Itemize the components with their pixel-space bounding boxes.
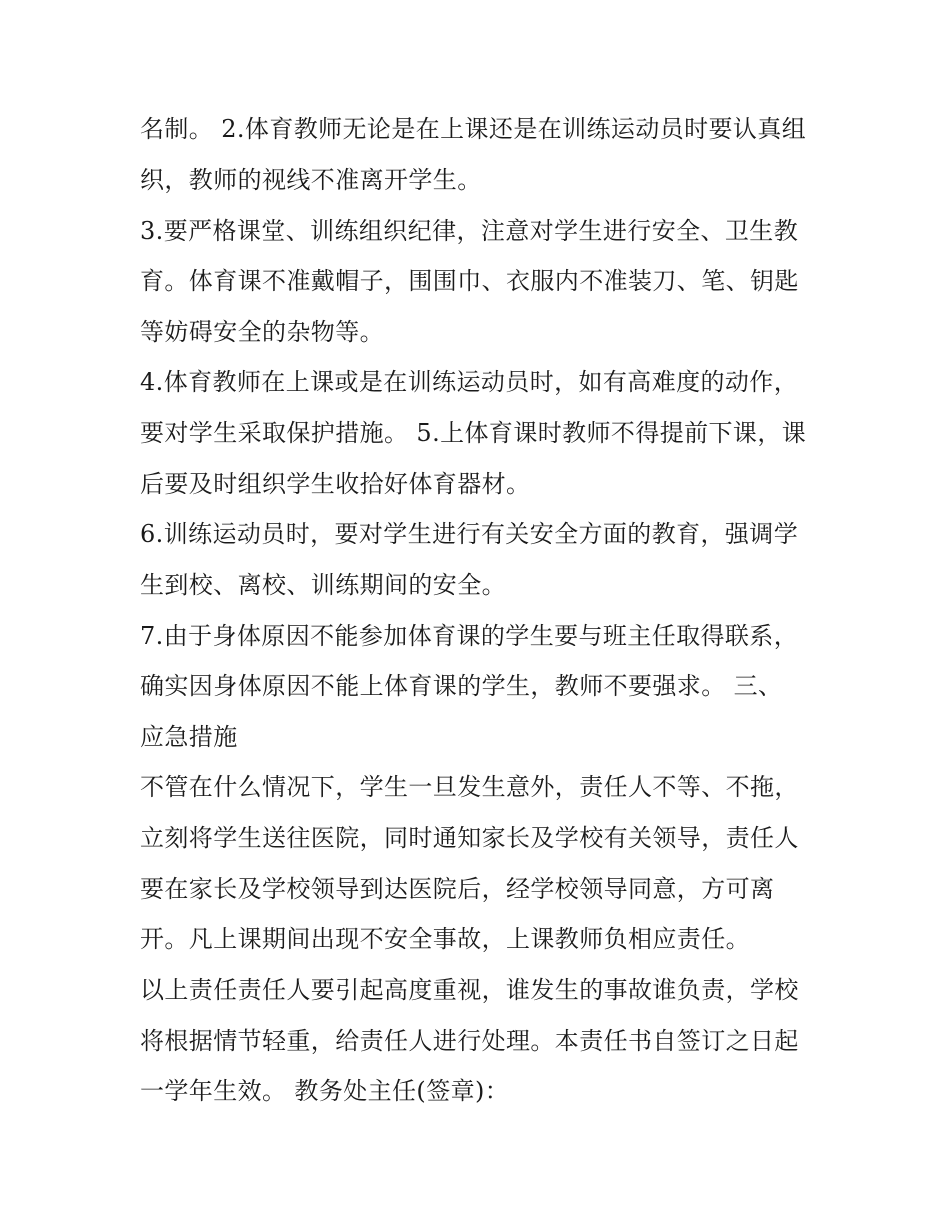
text-line: 3.要严格课堂、训练组织纪律，注意对学生进行安全、卫生教 — [140, 217, 799, 245]
text-line: 等妨碍安全的杂物等。 — [140, 318, 384, 346]
text-line: 6.训练运动员时，要对学生进行有关安全方面的教育，强调学 — [140, 520, 799, 548]
text-line: 生到校、离校、训练期间的安全。 — [140, 571, 506, 599]
text-line: 将根据情节轻重，给责任人进行处理。本责任书自签订之日起 — [140, 1027, 799, 1055]
text-line: 一学年生效。 教务处主任(签章)： — [140, 1077, 510, 1105]
text-line: 以上责任责任人要引起高度重视，谁发生的事故谁负责，学校 — [140, 976, 799, 1004]
text-line: 名制。 2.体育教师无论是在上课还是在训练运动员时要认真组 — [140, 115, 807, 143]
text-line: 开。凡上课期间出现不安全事故，上课教师负相应责任。 — [140, 925, 750, 953]
text-line: 要在家长及学校领导到达医院后，经学校领导同意，方可离 — [140, 875, 775, 903]
text-line: 确实因身体原因不能上体育课的学生，教师不要强求。 三、 — [140, 672, 783, 700]
text-line: 7.由于身体原因不能参加体育课的学生要与班主任取得联系， — [140, 622, 799, 650]
text-line: 不管在什么情况下，学生一旦发生意外，责任人不等、不拖， — [140, 773, 799, 801]
text-line: 织，教师的视线不准离开学生。 — [140, 166, 482, 194]
text-line: 立刻将学生送往医院，同时通知家长及学校有关领导，责任人 — [140, 824, 799, 852]
text-line: 4.体育教师在上课或是在训练运动员时，如有高难度的动作， — [140, 368, 799, 396]
text-line: 应急措施 — [140, 723, 238, 751]
text-line: 要对学生采取保护措施。 5.上体育课时教师不得提前下课，课 — [140, 419, 807, 447]
text-line: 育。体育课不准戴帽子，围围巾、衣服内不准装刀、笔、钥匙 — [140, 267, 799, 295]
text-line: 后要及时组织学生收拾好体育器材。 — [140, 470, 531, 498]
